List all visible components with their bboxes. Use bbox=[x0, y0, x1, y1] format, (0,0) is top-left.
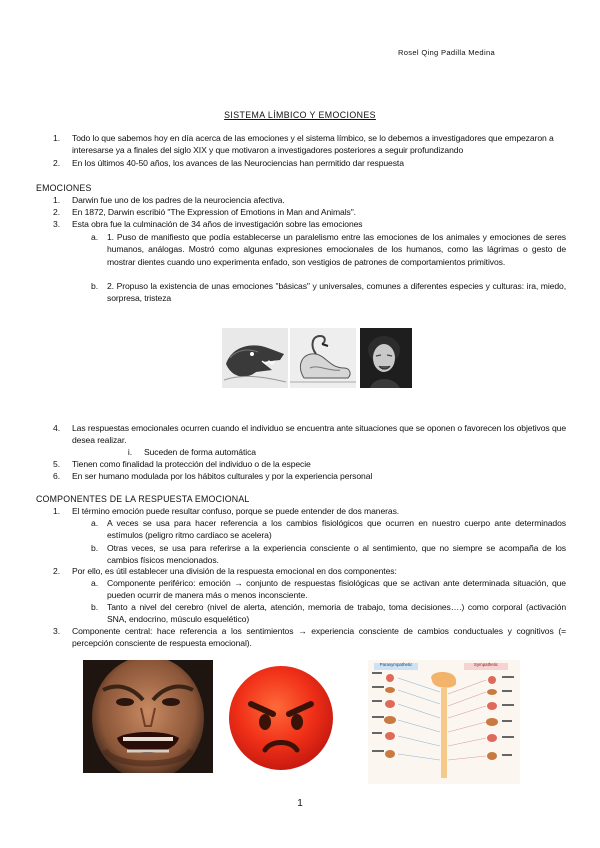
list-letter: a. bbox=[91, 578, 98, 588]
list-letter: b. bbox=[91, 602, 98, 612]
list-letter: a. bbox=[91, 232, 98, 242]
list-number: 1. bbox=[53, 195, 60, 205]
list-item: Darwin fue uno de los padres de la neurociencia afectiva. bbox=[72, 195, 285, 205]
list-number: 6. bbox=[53, 471, 60, 481]
list-item: Suceden de forma automática bbox=[144, 447, 256, 457]
list-item: Por ello, es útil establecer una división de la respuesta emocional en dos componentes: bbox=[72, 566, 397, 576]
list-item: Otras veces, se usa para referirse a la experiencia consciente o al sentimiento, que no siempre se acompaña de los cambios físicos mencionados. bbox=[107, 543, 566, 566]
diagram-label-sympathetic: Sympathetic bbox=[473, 662, 499, 667]
section-heading-componentes: COMPONENTES DE LA RESPUESTA EMOCIONAL bbox=[36, 494, 250, 504]
angry-man-photo bbox=[83, 660, 213, 773]
list-letter: b. bbox=[91, 543, 98, 553]
list-number: 5. bbox=[53, 459, 60, 469]
list-number: 1. bbox=[53, 506, 60, 516]
list-item: Tanto a nivel del cerebro (nivel de alerta, atención, memoria de trabajo, toma decisiones….) como corporal (activación SNA, endocrino, músculo esquelético) bbox=[107, 602, 566, 625]
angry-emoji bbox=[227, 664, 335, 772]
page-number: 1 bbox=[297, 798, 303, 809]
page-title: SISTEMA LÍMBICO Y EMOCIONES bbox=[224, 110, 376, 120]
crying-woman-photo bbox=[360, 328, 412, 388]
list-number: 2. bbox=[53, 158, 60, 168]
list-roman: i. bbox=[127, 447, 132, 457]
list-item: 2. Propuso la existencia de unas emociones "básicas" y universales, comunes a diferentes especies y culturas: ira, miedo, sorpresa, tristeza bbox=[107, 281, 566, 304]
list-item: Todo lo que sabemos hoy en día acerca de las emociones y el sistema límbico, se lo debemos a investigadores que empezaron a interesarse ya a finales del siglo XIX y que motivaron a investigadores posteriores a seguir profundizando bbox=[72, 133, 554, 156]
list-item: Tienen como finalidad la protección del individuo o de la especie bbox=[72, 459, 311, 469]
list-item: En ser humano modulada por los hábitos culturales y por la experiencia personal bbox=[72, 471, 373, 481]
list-item: Componente central: hace referencia a los sentimientos → experiencia consciente de cambios conductuales y cognitivos (= percepción consciente de respuesta emocional). bbox=[72, 626, 566, 649]
snarling-dog-illustration bbox=[222, 328, 288, 388]
list-number: 4. bbox=[53, 423, 60, 433]
list-item: A veces se usa para hacer referencia a los cambios fisiológicos que ocurren en nuestro cuerpo ante determinados estímulos (peligro ritmo cardiaco se acelera) bbox=[107, 518, 566, 541]
list-item: En 1872, Darwin escribió "The Expression of Emotions in Man and Animals". bbox=[72, 207, 356, 217]
list-number: 2. bbox=[53, 566, 60, 576]
swan-illustration bbox=[290, 328, 356, 388]
list-number: 3. bbox=[53, 626, 60, 636]
list-item: Componente periférico: emoción → conjunto de respuestas fisiológicas que se activan ante determinada situación, que pueden ocurrir de manera más o menos inconsciente. bbox=[107, 578, 566, 601]
autonomic-nervous-system-diagram bbox=[368, 660, 520, 784]
list-letter: b. bbox=[91, 281, 98, 291]
list-item: 1. Puso de manifiesto que podía establecerse un paralelismo entre las emociones de los animales y emociones de seres humanos, análogas. Mostró como algunas expresiones emocionales de los humanos, como las lágrimas o gesto de mostrar dientes cuando uno experimenta enfado, son vestigios de patrones de comportamientos primitivos. bbox=[107, 232, 566, 267]
list-item: En los últimos 40-50 años, los avances de las Neurociencias han permitido dar respuesta bbox=[72, 158, 404, 168]
list-number: 3. bbox=[53, 219, 60, 229]
list-number: 1. bbox=[53, 133, 60, 143]
list-item: Las respuestas emocionales ocurren cuando el individuo se encuentra ante situaciones que se oponen o favorecen los objetivos que desea realizar. bbox=[72, 423, 566, 446]
section-heading-emociones: EMOCIONES bbox=[36, 183, 92, 193]
author-name: Rosel Qing Padilla Medina bbox=[398, 48, 495, 57]
diagram-label-parasympathetic: Parasympathetic bbox=[379, 662, 413, 667]
list-item: Esta obra fue la culminación de 34 años de investigación sobre las emociones bbox=[72, 219, 363, 229]
list-item: El término emoción puede resultar confuso, porque se puede entender de dos maneras. bbox=[72, 506, 400, 516]
list-letter: a. bbox=[91, 518, 98, 528]
list-number: 2. bbox=[53, 207, 60, 217]
